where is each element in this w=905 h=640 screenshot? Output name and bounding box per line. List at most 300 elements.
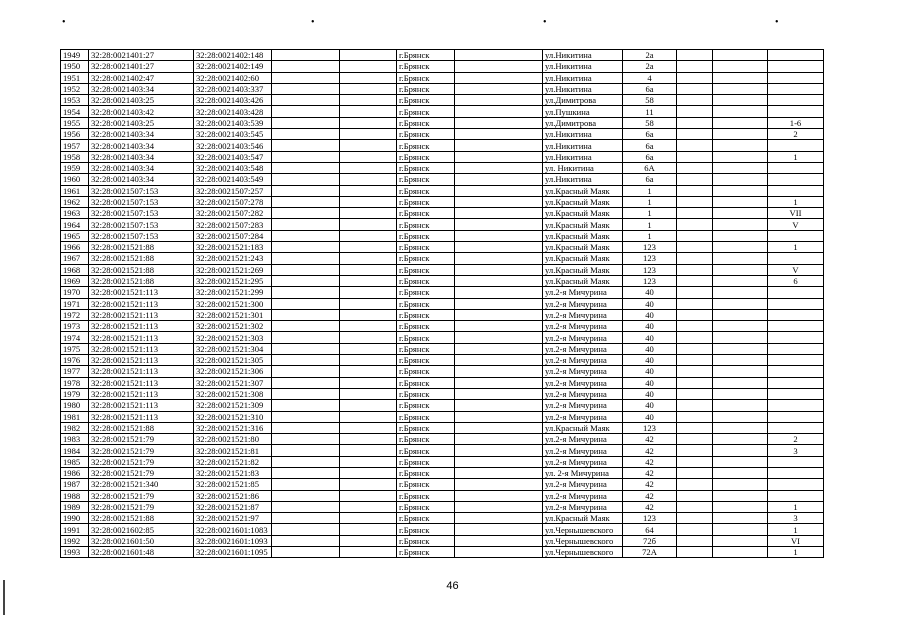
cell-cad: 32:28:0021521:309 (194, 400, 272, 411)
cell-city: г.Брянск (397, 275, 455, 286)
cell-street: ул.Чернышевского (543, 535, 623, 546)
cell-house: 123 (623, 264, 677, 275)
cell-empty (713, 264, 768, 275)
table-row (61, 230, 824, 241)
cell-street: ул.2-я Мичурина (543, 298, 623, 309)
cell-cad: 32:28:0021521:304 (194, 343, 272, 354)
cell-house: 123 (623, 422, 677, 433)
cell-cad: 32:28:0021403:548 (194, 162, 272, 173)
cell-house: 40 (623, 400, 677, 411)
cell-empty (272, 185, 340, 196)
cell-empty (713, 513, 768, 524)
cell-house: 40 (623, 309, 677, 320)
cell-empty (713, 343, 768, 354)
cell-n: 1951 (61, 72, 89, 83)
cell-cad: 32:28:0021521:86 (194, 490, 272, 501)
table-row (61, 366, 824, 377)
cell-empty (340, 151, 397, 162)
cell-apt (768, 321, 824, 332)
cell-empty (272, 140, 340, 151)
cell-apt: 1 (768, 151, 824, 162)
cell-parent: 32:28:0021521:113 (89, 309, 194, 320)
cell-empty (455, 162, 543, 173)
cell-city: г.Брянск (397, 445, 455, 456)
cell-parent: 32:28:0021521:79 (89, 445, 194, 456)
cell-house: 40 (623, 298, 677, 309)
cell-city: г.Брянск (397, 129, 455, 140)
cell-cad: 32:28:0021402:60 (194, 72, 272, 83)
cell-house: 42 (623, 456, 677, 467)
cell-cad: 32:28:0021521:306 (194, 366, 272, 377)
cell-city: г.Брянск (397, 366, 455, 377)
cell-empty (272, 242, 340, 253)
cell-empty (455, 61, 543, 72)
cell-n: 1955 (61, 117, 89, 128)
cell-house: 11 (623, 106, 677, 117)
cell-street: ул.2-я Мичурина (543, 501, 623, 512)
cell-apt (768, 490, 824, 501)
cell-cad: 32:28:0021521:316 (194, 422, 272, 433)
cell-apt (768, 140, 824, 151)
cell-parent: 32:28:0021403:34 (89, 174, 194, 185)
cell-cad: 32:28:0021521:301 (194, 309, 272, 320)
cell-apt (768, 309, 824, 320)
cell-empty (272, 467, 340, 478)
cell-empty (340, 467, 397, 478)
cell-city: г.Брянск (397, 242, 455, 253)
cell-house: 40 (623, 287, 677, 298)
cell-parent: 32:28:0021521:88 (89, 275, 194, 286)
cell-n: 1986 (61, 467, 89, 478)
cell-empty (713, 219, 768, 230)
cell-city: г.Брянск (397, 219, 455, 230)
cell-empty (455, 445, 543, 456)
cell-empty (340, 298, 397, 309)
cell-street: ул.2-я Мичурина (543, 411, 623, 422)
cell-street: ул.Красный Маяк (543, 422, 623, 433)
cell-empty (272, 83, 340, 94)
cell-cad: 32:28:0021403:545 (194, 129, 272, 140)
cell-n: 1972 (61, 309, 89, 320)
cell-empty (272, 298, 340, 309)
cell-city: г.Брянск (397, 456, 455, 467)
cell-street: ул.2-я Мичурина (543, 377, 623, 388)
cell-city: г.Брянск (397, 208, 455, 219)
cell-empty (340, 388, 397, 399)
cell-empty (340, 219, 397, 230)
cell-parent: 32:28:0021507:153 (89, 185, 194, 196)
cell-apt: 1 (768, 524, 824, 535)
cell-empty (455, 479, 543, 490)
cell-empty (340, 535, 397, 546)
cell-empty (340, 253, 397, 264)
cell-parent: 32:28:0021507:153 (89, 208, 194, 219)
cell-house: 4 (623, 72, 677, 83)
cell-empty (272, 321, 340, 332)
cell-empty (340, 264, 397, 275)
cell-cad: 32:28:0021403:546 (194, 140, 272, 151)
cell-cad: 32:28:0021507:284 (194, 230, 272, 241)
cell-apt (768, 230, 824, 241)
cell-apt: V (768, 219, 824, 230)
cell-empty (677, 422, 713, 433)
cell-city: г.Брянск (397, 298, 455, 309)
cell-n: 1968 (61, 264, 89, 275)
cell-n: 1970 (61, 287, 89, 298)
table-row (61, 83, 824, 94)
cell-empty (340, 242, 397, 253)
cell-n: 1992 (61, 535, 89, 546)
cell-empty (455, 185, 543, 196)
cell-cad: 32:28:0021403:539 (194, 117, 272, 128)
cell-house: 42 (623, 479, 677, 490)
table-row (61, 287, 824, 298)
cell-empty (455, 298, 543, 309)
cell-street: ул.2-я Мичурина (543, 400, 623, 411)
cell-parent: 32:28:0021521:113 (89, 411, 194, 422)
cell-parent: 32:28:0021521:113 (89, 366, 194, 377)
cell-cad: 32:28:0021601:1093 (194, 535, 272, 546)
table-row (61, 355, 824, 366)
cell-n: 1980 (61, 400, 89, 411)
cell-empty (677, 208, 713, 219)
cell-n: 1956 (61, 129, 89, 140)
table-row (61, 253, 824, 264)
cell-apt (768, 287, 824, 298)
cell-empty (677, 106, 713, 117)
cell-house: 6а (623, 129, 677, 140)
cell-empty (713, 411, 768, 422)
cell-cad: 32:28:0021521:300 (194, 298, 272, 309)
cell-cad: 32:28:0021403:549 (194, 174, 272, 185)
cell-empty (677, 162, 713, 173)
cell-empty (340, 287, 397, 298)
cell-empty (272, 287, 340, 298)
cell-street: ул.Красный Маяк (543, 230, 623, 241)
cell-empty (455, 196, 543, 207)
cell-house: 6а (623, 174, 677, 185)
cell-house: 40 (623, 377, 677, 388)
cell-n: 1976 (61, 355, 89, 366)
cell-n: 1991 (61, 524, 89, 535)
table-row (61, 524, 824, 535)
cell-n: 1985 (61, 456, 89, 467)
cell-city: г.Брянск (397, 388, 455, 399)
cell-empty (340, 490, 397, 501)
cell-empty (340, 95, 397, 106)
cell-empty (713, 162, 768, 173)
cell-cad: 32:28:0021402:148 (194, 50, 272, 61)
cell-empty (340, 547, 397, 558)
cell-empty (340, 343, 397, 354)
cell-n: 1959 (61, 162, 89, 173)
cell-city: г.Брянск (397, 151, 455, 162)
cell-cad: 32:28:0021601:1095 (194, 547, 272, 558)
cell-n: 1966 (61, 242, 89, 253)
cell-empty (272, 309, 340, 320)
cell-empty (713, 321, 768, 332)
table-row (61, 275, 824, 286)
cell-apt (768, 355, 824, 366)
cell-empty (272, 524, 340, 535)
cell-street: ул.Никитина (543, 129, 623, 140)
cell-empty (340, 106, 397, 117)
cell-empty (677, 456, 713, 467)
cell-parent: 32:28:0021521:88 (89, 513, 194, 524)
cell-n: 1952 (61, 83, 89, 94)
cell-city: г.Брянск (397, 513, 455, 524)
cell-empty (272, 422, 340, 433)
cell-street: ул.Красный Маяк (543, 208, 623, 219)
cell-parent: 32:28:0021601:50 (89, 535, 194, 546)
cell-empty (677, 309, 713, 320)
cell-parent: 32:28:0021521:79 (89, 456, 194, 467)
table-row (61, 513, 824, 524)
cell-n: 1949 (61, 50, 89, 61)
cell-empty (713, 253, 768, 264)
cell-cad: 32:28:0021521:82 (194, 456, 272, 467)
cell-empty (455, 50, 543, 61)
cell-cad: 32:28:0021521:97 (194, 513, 272, 524)
cell-empty (713, 287, 768, 298)
cell-house: 123 (623, 242, 677, 253)
cell-empty (272, 106, 340, 117)
cell-empty (677, 264, 713, 275)
cell-street: ул.Красный Маяк (543, 275, 623, 286)
cell-city: г.Брянск (397, 332, 455, 343)
cell-empty (272, 151, 340, 162)
cell-empty (677, 490, 713, 501)
cell-house: 42 (623, 434, 677, 445)
cell-house: 1 (623, 185, 677, 196)
cell-parent: 32:28:0021403:34 (89, 129, 194, 140)
cell-cad: 32:28:0021521:83 (194, 467, 272, 478)
cell-street: ул.2-я Мичурина (543, 445, 623, 456)
page-number: 46 (446, 580, 459, 592)
cell-empty (455, 343, 543, 354)
cell-empty (677, 72, 713, 83)
cell-apt (768, 400, 824, 411)
cell-parent: 32:28:0021521:113 (89, 321, 194, 332)
cell-empty (272, 479, 340, 490)
cell-empty (713, 196, 768, 207)
cell-apt (768, 366, 824, 377)
cell-empty (455, 366, 543, 377)
cell-apt (768, 185, 824, 196)
cell-city: г.Брянск (397, 287, 455, 298)
cell-n: 1958 (61, 151, 89, 162)
cell-cad: 32:28:0021521:307 (194, 377, 272, 388)
cell-cad: 32:28:0021521:303 (194, 332, 272, 343)
cell-empty (677, 219, 713, 230)
cell-empty (713, 185, 768, 196)
cell-empty (677, 467, 713, 478)
cell-empty (455, 400, 543, 411)
table-row (61, 321, 824, 332)
cell-house: 40 (623, 411, 677, 422)
cell-empty (455, 456, 543, 467)
cell-empty (455, 208, 543, 219)
cell-cad: 32:28:0021521:308 (194, 388, 272, 399)
cell-cad: 32:28:0021521:81 (194, 445, 272, 456)
cell-city: г.Брянск (397, 230, 455, 241)
cell-empty (713, 524, 768, 535)
table-row (61, 298, 824, 309)
cell-parent: 32:28:0021602:85 (89, 524, 194, 535)
cell-empty (677, 140, 713, 151)
cell-house: 1 (623, 208, 677, 219)
cell-apt (768, 50, 824, 61)
cell-street: ул.Никитина (543, 174, 623, 185)
cell-empty (713, 400, 768, 411)
cell-house: 123 (623, 513, 677, 524)
cell-parent: 32:28:0021403:25 (89, 95, 194, 106)
cell-apt: 3 (768, 445, 824, 456)
cell-empty (455, 287, 543, 298)
cell-n: 1982 (61, 422, 89, 433)
cell-empty (713, 50, 768, 61)
cell-empty (340, 275, 397, 286)
cell-cad: 32:28:0021521:299 (194, 287, 272, 298)
cell-house: 6а (623, 140, 677, 151)
cell-city: г.Брянск (397, 264, 455, 275)
cell-cad: 32:28:0021521:243 (194, 253, 272, 264)
cell-parent: 32:28:0021521:79 (89, 501, 194, 512)
table-row (61, 50, 824, 61)
cell-city: г.Брянск (397, 524, 455, 535)
cell-city: г.Брянск (397, 400, 455, 411)
cell-apt: VI (768, 535, 824, 546)
table-row (61, 535, 824, 546)
cell-street: ул.Димитрова (543, 95, 623, 106)
cell-house: 42 (623, 501, 677, 512)
cell-empty (455, 219, 543, 230)
cell-empty (455, 309, 543, 320)
cell-apt (768, 388, 824, 399)
cell-empty (455, 434, 543, 445)
cell-empty (272, 513, 340, 524)
cell-apt: 3 (768, 513, 824, 524)
table-row (61, 162, 824, 173)
table-row (61, 140, 824, 151)
cell-empty (340, 50, 397, 61)
cell-city: г.Брянск (397, 501, 455, 512)
table-row (61, 434, 824, 445)
cell-empty (713, 174, 768, 185)
cell-apt (768, 174, 824, 185)
cell-empty (272, 219, 340, 230)
cell-apt: 1 (768, 242, 824, 253)
cell-n: 1993 (61, 547, 89, 558)
cell-empty (272, 501, 340, 512)
cell-n: 1957 (61, 140, 89, 151)
cell-empty (340, 524, 397, 535)
cell-parent: 32:28:0021521:79 (89, 434, 194, 445)
cell-empty (713, 117, 768, 128)
cell-empty (340, 162, 397, 173)
cell-empty (272, 535, 340, 546)
cell-cad: 32:28:0021403:428 (194, 106, 272, 117)
cell-empty (272, 332, 340, 343)
cell-empty (340, 61, 397, 72)
cell-empty (340, 355, 397, 366)
cell-empty (455, 513, 543, 524)
cell-n: 1978 (61, 377, 89, 388)
cell-empty (455, 106, 543, 117)
cell-n: 1988 (61, 490, 89, 501)
cell-city: г.Брянск (397, 50, 455, 61)
cell-house: 58 (623, 95, 677, 106)
cell-empty (455, 151, 543, 162)
cell-empty (677, 332, 713, 343)
cell-empty (455, 253, 543, 264)
cell-apt: 1 (768, 196, 824, 207)
cell-empty (677, 535, 713, 546)
cell-n: 1975 (61, 343, 89, 354)
cell-empty (677, 253, 713, 264)
cell-parent: 32:28:0021403:34 (89, 162, 194, 173)
cell-empty (677, 174, 713, 185)
table-row (61, 106, 824, 117)
cell-empty (455, 321, 543, 332)
register-rows (61, 50, 824, 558)
cell-empty (677, 547, 713, 558)
cell-parent: 32:28:0021507:153 (89, 219, 194, 230)
table-row (61, 117, 824, 128)
cell-apt (768, 422, 824, 433)
cell-empty (272, 490, 340, 501)
cell-parent: 32:28:0021403:25 (89, 117, 194, 128)
cell-empty (455, 129, 543, 140)
cell-empty (455, 355, 543, 366)
cell-city: г.Брянск (397, 535, 455, 546)
cell-empty (455, 467, 543, 478)
cell-street: ул.2-я Мичурина (543, 366, 623, 377)
cell-empty (713, 445, 768, 456)
cell-parent: 32:28:0021403:34 (89, 151, 194, 162)
cell-house: 40 (623, 332, 677, 343)
cell-cad: 32:28:0021521:87 (194, 501, 272, 512)
cell-house: 6а (623, 83, 677, 94)
cell-empty (455, 230, 543, 241)
cell-empty (713, 140, 768, 151)
cell-house: 42 (623, 467, 677, 478)
cell-cad: 32:28:0021403:337 (194, 83, 272, 94)
cell-empty (677, 151, 713, 162)
cell-house: 72А (623, 547, 677, 558)
cell-house: 6А (623, 162, 677, 173)
cell-street: ул.2-я Мичурина (543, 434, 623, 445)
cell-empty (713, 95, 768, 106)
cell-parent: 32:28:0021401:27 (89, 61, 194, 72)
cell-street: ул.Никитина (543, 72, 623, 83)
cell-empty (340, 83, 397, 94)
cell-apt: 2 (768, 434, 824, 445)
cell-empty (677, 479, 713, 490)
cell-apt (768, 467, 824, 478)
cell-city: г.Брянск (397, 434, 455, 445)
cell-parent: 32:28:0021521:88 (89, 253, 194, 264)
cell-street: ул.2-я Мичурина (543, 321, 623, 332)
cell-empty (272, 162, 340, 173)
table-row (61, 61, 824, 72)
table-row (61, 456, 824, 467)
cell-cad: 32:28:0021507:278 (194, 196, 272, 207)
cell-street: ул.Пушкина (543, 106, 623, 117)
cell-empty (455, 490, 543, 501)
cell-street: ул.Никитина (543, 50, 623, 61)
cell-n: 1981 (61, 411, 89, 422)
